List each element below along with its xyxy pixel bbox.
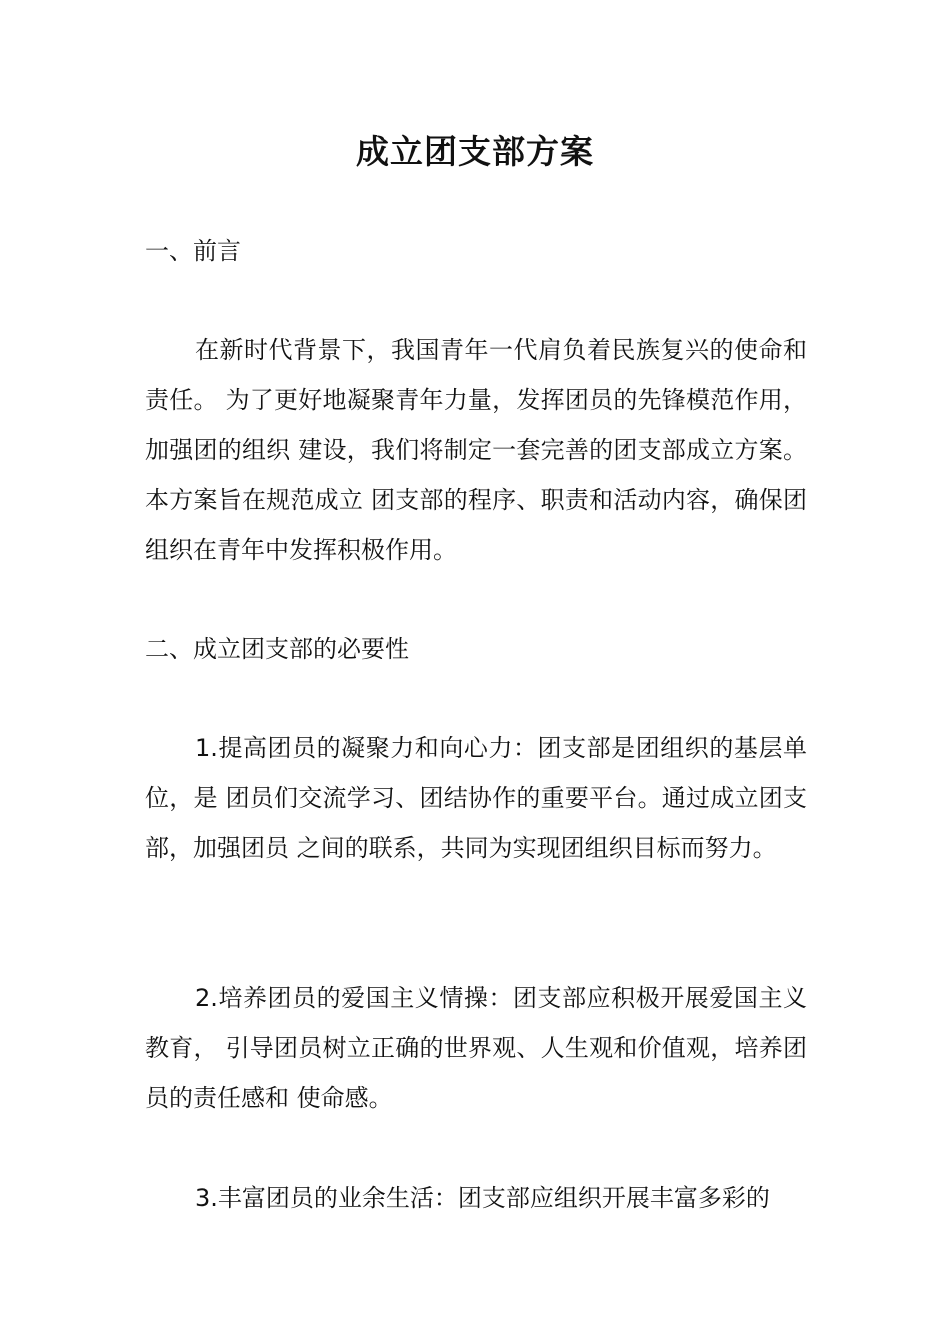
document-title: 成立团支部方案 bbox=[356, 132, 594, 171]
necessity-paragraph-1: 1.提高团员的凝聚力和向心力：团支部是团组织的基层单位，是 团员们交流学习、团结协作的重要平台。通过成立团支部，加强团员 之间的联系，共同为实现团组织目标而努力。 bbox=[145, 734, 807, 862]
necessity-paragraph-2: 2.培养团员的爱国主义情操：团支部应积极开展爱国主义教育， 引导团员树立正确的世界观、人生观和价值观，培养团员的责任感和 使命感。 bbox=[145, 984, 807, 1112]
section-heading-necessity: 二、成立团支部的必要性 bbox=[145, 635, 409, 663]
section-heading-preface: 一、前言 bbox=[145, 237, 241, 265]
necessity-paragraph-3: 3.丰富团员的业余生活：团支部应组织开展丰富多彩的 bbox=[195, 1184, 770, 1212]
preface-paragraph: 在新时代背景下，我国青年一代肩负着民族复兴的使命和责任。 为了更好地凝聚青年力量，发挥团员的先锋模范作用，加强团的组织 建设，我们将制定一套完善的团支部成立方案。本方案旨在规范成立 团支部的程序、职责和活动内容，确保团组织在青年中发挥积极作用。 bbox=[145, 336, 807, 564]
